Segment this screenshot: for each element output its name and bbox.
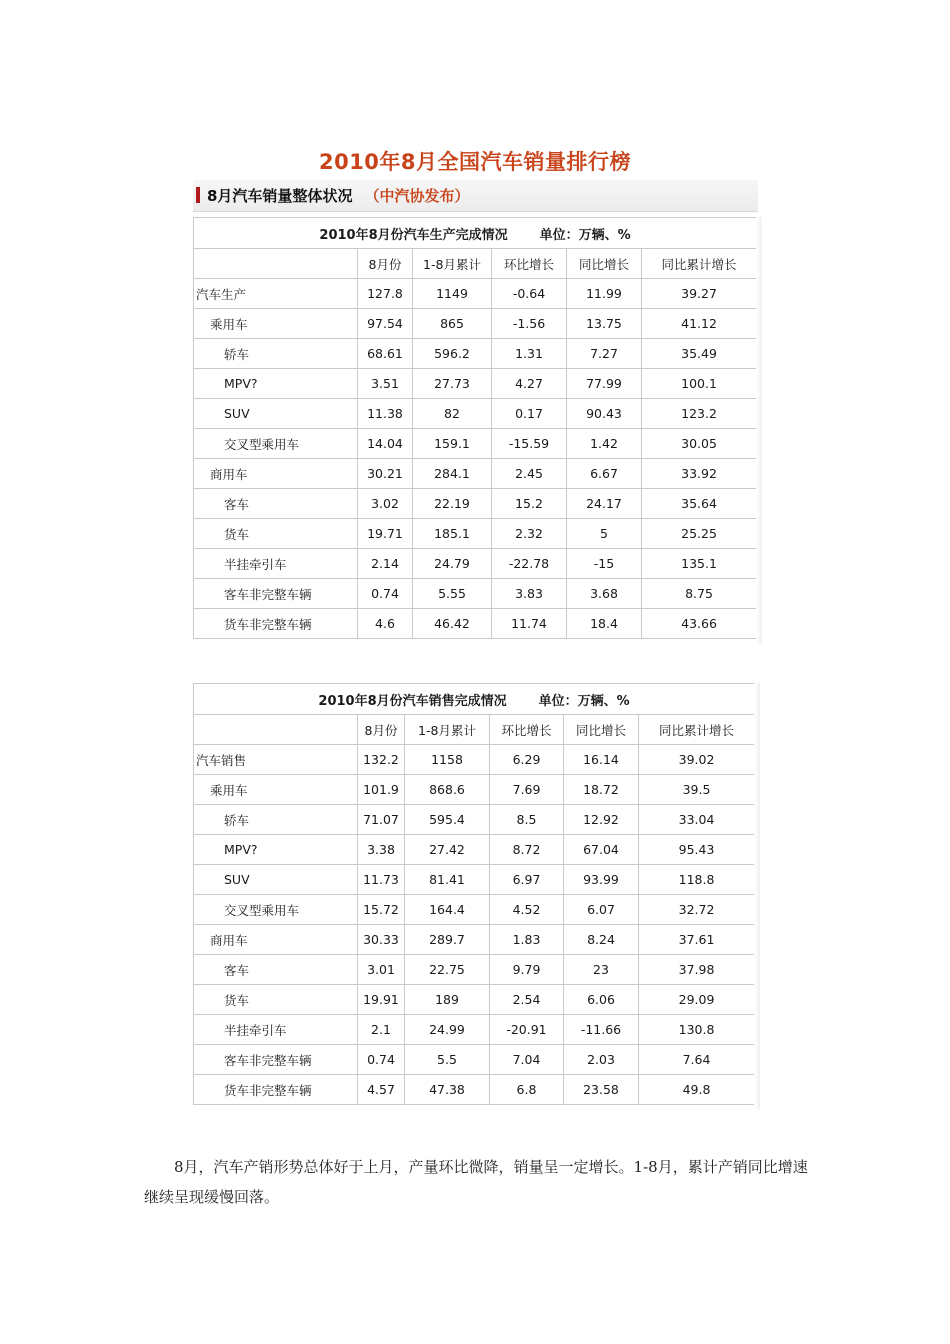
- table-cell: 3.83: [492, 579, 567, 609]
- table-cell: 2.03: [564, 1045, 639, 1075]
- table-row: [194, 955, 755, 985]
- table-cell: 5: [567, 519, 642, 549]
- table-cell: 4.52: [490, 895, 564, 925]
- table-row: [194, 279, 757, 309]
- sales-table: [193, 683, 755, 1105]
- row-label: 半挂牵引车: [194, 1015, 358, 1045]
- table-cell: 0.17: [492, 399, 567, 429]
- table-cell: 47.38: [405, 1075, 490, 1105]
- table-cell: 2.54: [490, 985, 564, 1015]
- table-row: [194, 925, 755, 955]
- column-header: 同比累计增长: [639, 715, 755, 745]
- row-label: 汽车生产: [194, 279, 358, 309]
- section-heading: [207, 185, 469, 206]
- section-header-bar: [193, 180, 758, 212]
- table-row: [194, 835, 755, 865]
- page-title: 2010年8月全国汽车销量排行榜: [318, 150, 632, 174]
- unit-label: 单位：万辆、%: [538, 693, 630, 709]
- table-cell: 7.27: [567, 339, 642, 369]
- table-cell: 1.31: [492, 339, 567, 369]
- table-row: [194, 609, 757, 639]
- table-cell: 32.72: [639, 895, 755, 925]
- table-cell: 1.42: [567, 429, 642, 459]
- sales-table-body: [194, 684, 755, 1105]
- table-cell: 0.74: [358, 1045, 405, 1075]
- table-cell: 130.8: [639, 1015, 755, 1045]
- table-cell: 3.68: [567, 579, 642, 609]
- table-cell: 11.73: [358, 865, 405, 895]
- table-cell: -1.56: [492, 309, 567, 339]
- table-cell: 189: [405, 985, 490, 1015]
- row-label: 乘用车: [194, 775, 358, 805]
- table-cell: 7.64: [639, 1045, 755, 1075]
- table-cell: 3.01: [358, 955, 405, 985]
- table-cell: 37.61: [639, 925, 755, 955]
- table-cell: 0.74: [358, 579, 413, 609]
- table-cell: -20.91: [490, 1015, 564, 1045]
- table-cell: 3.51: [358, 369, 413, 399]
- table-cell: 132.2: [358, 745, 405, 775]
- table-edge-shadow: [756, 217, 762, 645]
- column-header: 环比增长: [490, 715, 564, 745]
- section-heading-text: 8月汽车销量整体状况: [207, 187, 353, 205]
- table-cell: 5.5: [405, 1045, 490, 1075]
- table-cell: 29.09: [639, 985, 755, 1015]
- row-label: 客车: [194, 955, 358, 985]
- table-cell: 23: [564, 955, 639, 985]
- table-cell: 11.99: [567, 279, 642, 309]
- table-row: [194, 775, 755, 805]
- table-cell: 123.2: [642, 399, 757, 429]
- table-cell: 77.99: [567, 369, 642, 399]
- table-cell: 71.07: [358, 805, 405, 835]
- table-cell: 1149: [413, 279, 492, 309]
- row-label: 客车非完整车辆: [194, 579, 358, 609]
- row-label: 货车非完整车辆: [194, 1075, 358, 1105]
- table-cell: -15.59: [492, 429, 567, 459]
- table-cell: -15: [567, 549, 642, 579]
- row-label: 轿车: [194, 339, 358, 369]
- table-row: [194, 549, 757, 579]
- row-label: 商用车: [194, 459, 358, 489]
- table-cell: 2.14: [358, 549, 413, 579]
- table-cell: 30.33: [358, 925, 405, 955]
- table-cell: 19.71: [358, 519, 413, 549]
- table-cell: 33.92: [642, 459, 757, 489]
- table-row: [194, 429, 757, 459]
- table-cell: -0.64: [492, 279, 567, 309]
- table-cell: 8.72: [490, 835, 564, 865]
- row-label: 货车: [194, 985, 358, 1015]
- table-cell: 595.4: [405, 805, 490, 835]
- column-header: 同比增长: [564, 715, 639, 745]
- column-header: 同比累计增长: [642, 249, 757, 279]
- table-cell: 13.75: [567, 309, 642, 339]
- table-cell: 15.72: [358, 895, 405, 925]
- table-cell: 33.04: [639, 805, 755, 835]
- table-cell: -22.78: [492, 549, 567, 579]
- table-cell: 2.32: [492, 519, 567, 549]
- row-label: 轿车: [194, 805, 358, 835]
- table-cell: 95.43: [639, 835, 755, 865]
- table-cell: 97.54: [358, 309, 413, 339]
- table-cell: 7.04: [490, 1045, 564, 1075]
- table-cell: 5.55: [413, 579, 492, 609]
- row-label: 汽车销售: [194, 745, 358, 775]
- table-cell: 868.6: [405, 775, 490, 805]
- row-label: SUV: [194, 399, 358, 429]
- table-cell: 1158: [405, 745, 490, 775]
- production-table-caption: [194, 218, 757, 249]
- table-row: [194, 519, 757, 549]
- table-cell: 9.79: [490, 955, 564, 985]
- table-cell: 7.69: [490, 775, 564, 805]
- column-header: 环比增长: [492, 249, 567, 279]
- production-table-body: [194, 218, 757, 639]
- table-cell: 24.99: [405, 1015, 490, 1045]
- table-cell: 101.9: [358, 775, 405, 805]
- table-cell: 127.8: [358, 279, 413, 309]
- table-cell: 18.72: [564, 775, 639, 805]
- table-cell: 24.79: [413, 549, 492, 579]
- caption-text: 2010年8月份汽车生产完成情况: [319, 227, 508, 243]
- production-table: [193, 217, 757, 639]
- row-label: SUV: [194, 865, 358, 895]
- row-label: 交叉型乘用车: [194, 429, 358, 459]
- unit-label: 单位：万辆、%: [539, 227, 631, 243]
- table-cell: 8.24: [564, 925, 639, 955]
- row-label: 客车: [194, 489, 358, 519]
- table-cell: 82: [413, 399, 492, 429]
- table-cell: 4.27: [492, 369, 567, 399]
- row-label: 乘用车: [194, 309, 358, 339]
- table-cell: 46.42: [413, 609, 492, 639]
- table-cell: 81.41: [405, 865, 490, 895]
- table-cell: 100.1: [642, 369, 757, 399]
- table-cell: 19.91: [358, 985, 405, 1015]
- table-cell: 6.07: [564, 895, 639, 925]
- table-cell: 1.83: [490, 925, 564, 955]
- table-row: [194, 1015, 755, 1045]
- table-cell: 596.2: [413, 339, 492, 369]
- table-row: [194, 1075, 755, 1105]
- table-cell: 68.61: [358, 339, 413, 369]
- table-cell: 39.5: [639, 775, 755, 805]
- table-cell: 39.02: [639, 745, 755, 775]
- row-label: 货车: [194, 519, 358, 549]
- table-cell: 6.29: [490, 745, 564, 775]
- header-row: [194, 249, 757, 279]
- table-cell: 6.8: [490, 1075, 564, 1105]
- table-cell: -11.66: [564, 1015, 639, 1045]
- table-cell: 2.45: [492, 459, 567, 489]
- table-cell: 49.8: [639, 1075, 755, 1105]
- table-cell: 159.1: [413, 429, 492, 459]
- row-label: 商用车: [194, 925, 358, 955]
- table-cell: 25.25: [642, 519, 757, 549]
- section-marker: [196, 187, 200, 203]
- column-header: [194, 715, 358, 745]
- summary-paragraph: 8月，汽车产销形势总体好于上月，产量环比微降，销量呈一定增长。1-8月，累计产销同比增速继续呈现缓慢回落。: [144, 1158, 808, 1206]
- table-row: [194, 745, 755, 775]
- table-cell: 23.58: [564, 1075, 639, 1105]
- table-cell: 8.5: [490, 805, 564, 835]
- table-cell: 185.1: [413, 519, 492, 549]
- row-label: MPV?: [194, 835, 358, 865]
- table-cell: 39.27: [642, 279, 757, 309]
- table-row: [194, 1045, 755, 1075]
- table-cell: 30.05: [642, 429, 757, 459]
- table-row: [194, 865, 755, 895]
- table-cell: 16.14: [564, 745, 639, 775]
- table-cell: 22.75: [405, 955, 490, 985]
- row-label: 客车非完整车辆: [194, 1045, 358, 1075]
- table-cell: 43.66: [642, 609, 757, 639]
- table-row: [194, 805, 755, 835]
- table-cell: 93.99: [564, 865, 639, 895]
- table-cell: 118.8: [639, 865, 755, 895]
- table-cell: 18.4: [567, 609, 642, 639]
- table-row: [194, 399, 757, 429]
- section-source: （中汽协发布）: [364, 187, 470, 205]
- column-header: 8月份: [358, 715, 405, 745]
- row-label: 货车非完整车辆: [194, 609, 358, 639]
- table-cell: 6.67: [567, 459, 642, 489]
- table-cell: 135.1: [642, 549, 757, 579]
- table-row: [194, 369, 757, 399]
- table-cell: 24.17: [567, 489, 642, 519]
- table-cell: 30.21: [358, 459, 413, 489]
- table-cell: 37.98: [639, 955, 755, 985]
- row-label: 半挂牵引车: [194, 549, 358, 579]
- table-cell: 8.75: [642, 579, 757, 609]
- table-row: [194, 339, 757, 369]
- table-cell: 11.74: [492, 609, 567, 639]
- table-cell: 15.2: [492, 489, 567, 519]
- row-label: 交叉型乘用车: [194, 895, 358, 925]
- table-cell: 35.49: [642, 339, 757, 369]
- table-cell: 289.7: [405, 925, 490, 955]
- table-cell: 11.38: [358, 399, 413, 429]
- table-cell: 4.6: [358, 609, 413, 639]
- sales-table-caption: [194, 684, 755, 715]
- table-cell: 90.43: [567, 399, 642, 429]
- table-cell: 2.1: [358, 1015, 405, 1045]
- table-cell: 6.97: [490, 865, 564, 895]
- table-edge-shadow: [754, 683, 760, 1109]
- table-cell: 27.73: [413, 369, 492, 399]
- column-header: 1-8月累计: [413, 249, 492, 279]
- table-cell: 3.38: [358, 835, 405, 865]
- table-row: [194, 459, 757, 489]
- table-cell: 865: [413, 309, 492, 339]
- table-cell: 3.02: [358, 489, 413, 519]
- sales-table-caption-row: [194, 684, 755, 715]
- row-label: MPV?: [194, 369, 358, 399]
- table-cell: 284.1: [413, 459, 492, 489]
- column-header: 同比增长: [567, 249, 642, 279]
- column-header: 1-8月累计: [405, 715, 490, 745]
- table-row: [194, 895, 755, 925]
- table-row: [194, 985, 755, 1015]
- production-table-caption-row: [194, 218, 757, 249]
- table-row: [194, 489, 757, 519]
- header-row: [194, 715, 755, 745]
- table-row: [194, 309, 757, 339]
- caption-text: 2010年8月份汽车销售完成情况: [318, 693, 507, 709]
- table-cell: 164.4: [405, 895, 490, 925]
- table-cell: 27.42: [405, 835, 490, 865]
- table-cell: 41.12: [642, 309, 757, 339]
- table-cell: 4.57: [358, 1075, 405, 1105]
- table-cell: 67.04: [564, 835, 639, 865]
- table-cell: 22.19: [413, 489, 492, 519]
- table-cell: 14.04: [358, 429, 413, 459]
- table-cell: 12.92: [564, 805, 639, 835]
- column-header: [194, 249, 358, 279]
- table-cell: 6.06: [564, 985, 639, 1015]
- table-cell: 35.64: [642, 489, 757, 519]
- table-row: [194, 579, 757, 609]
- column-header: 8月份: [358, 249, 413, 279]
